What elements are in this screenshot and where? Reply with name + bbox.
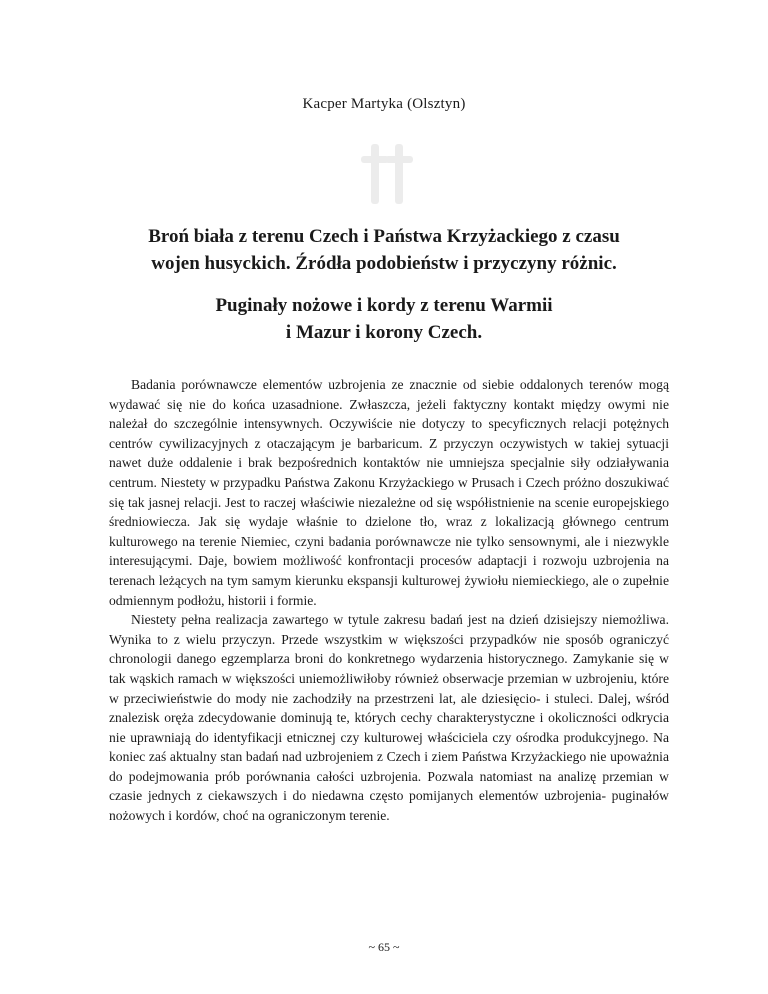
article-body [109, 375, 669, 826]
article-title-line-1: Broń biała z terenu Czech i Państwa Krzyżackiego z czasu [148, 226, 620, 247]
article-subtitle [100, 292, 668, 346]
body-paragraph-1: Badania porównawcze elementów uzbrojenia ze znacznie od siebie oddalonych terenów mogą wydawać się nie do końca uzasadnione. Zwłaszcza, jeżeli faktyczny kontakt między owymi nie należał do szczególnie intensywnych. Oczywiście nie dotyczy to specyficznych relacji potężnych centrów cywilizacyjnych z otaczającym je barbaricum. Z przyczyn oczywistych w takiej sytuacji nawet duże oddalenie i brak bezpośrednich kontaktów nie umniejsza specjalnie siły odziaływania centrum. Niestety w przypadku Państwa Zakonu Krzyżackiego w Prusach i Czech próżno doszukiwać się tak jasnej relacji. Jest to raczej właściwie niezależne od się współistnienie na scenie europejskiego średniowiecza. Jak się wydaje właśnie to dzielone tło, wraz z lokalizacją głównego centrum kulturowego na terenie Niemiec, czyni badania porównawcze nie tylko sensownymi, ale i niezwykle interesującymi. Daje, bowiem możliwość konfrontacji procesów adaptacji i rozwoju uzbrojenia na terenach leżących na tym samym kierunku ekspansji kulturowej żywiołu niemieckiego, ale o zupełnie odmiennym podłożu, historii i formie. [109, 377, 669, 608]
article-title [100, 223, 668, 277]
double-cross-icon [359, 140, 415, 208]
article-subtitle-line-2: i Mazur i korony Czech. [285, 322, 483, 343]
article-title-line-2: wojen husyckich. Źródła podobieństw i przyczyny różnic. [151, 253, 617, 274]
author-line: Kacper Martyka (Olsztyn) [302, 96, 466, 112]
article-subtitle-line-1: Puginały nożowe i kordy z terenu Warmii [215, 295, 553, 316]
body-paragraph-2: Niestety pełna realizacja zawartego w tytule zakresu badań jest na dzień dzisiejszy niemożliwa. Wynika to z wielu przyczyn. Przede wszystkim w większości przypadków nie sposób ograniczyć chronologii danego egzemplarza broni do konkretnego wydarzenia historycznego. Zamykanie się w tak wąskich ramach w większości uniemożliwiłoby również obserwacje przemian w uzbrojeniu, które w przeciwieństwie do mody nie zachodziły na przestrzeni lat, ale dziesięcio- i stuleci. Dalej, wśród znalezisk oręża zdecydowanie dominują te, których cechy charakterystyczne i okoliczności odkrycia nie uprawniają do identyfikacji etnicznej czy kulturowej właściciela czy ośrodka produkcyjnego. Na koniec zaś aktualny stan badań nad uzbrojeniem z Czech i ziem Państwa Krzyżackiego nie upoważnia do podejmowania prób porównania całości uzbrojenia. Pozwala natomiast na analizę przemian w czasie jednych z ciekawszych i do niedawna często pomijanych elementów uzbrojenia- puginałów nożowych i kordów, choć na ograniczonym terenie. [109, 612, 669, 824]
page-number: ~ 65 ~ [368, 940, 400, 954]
